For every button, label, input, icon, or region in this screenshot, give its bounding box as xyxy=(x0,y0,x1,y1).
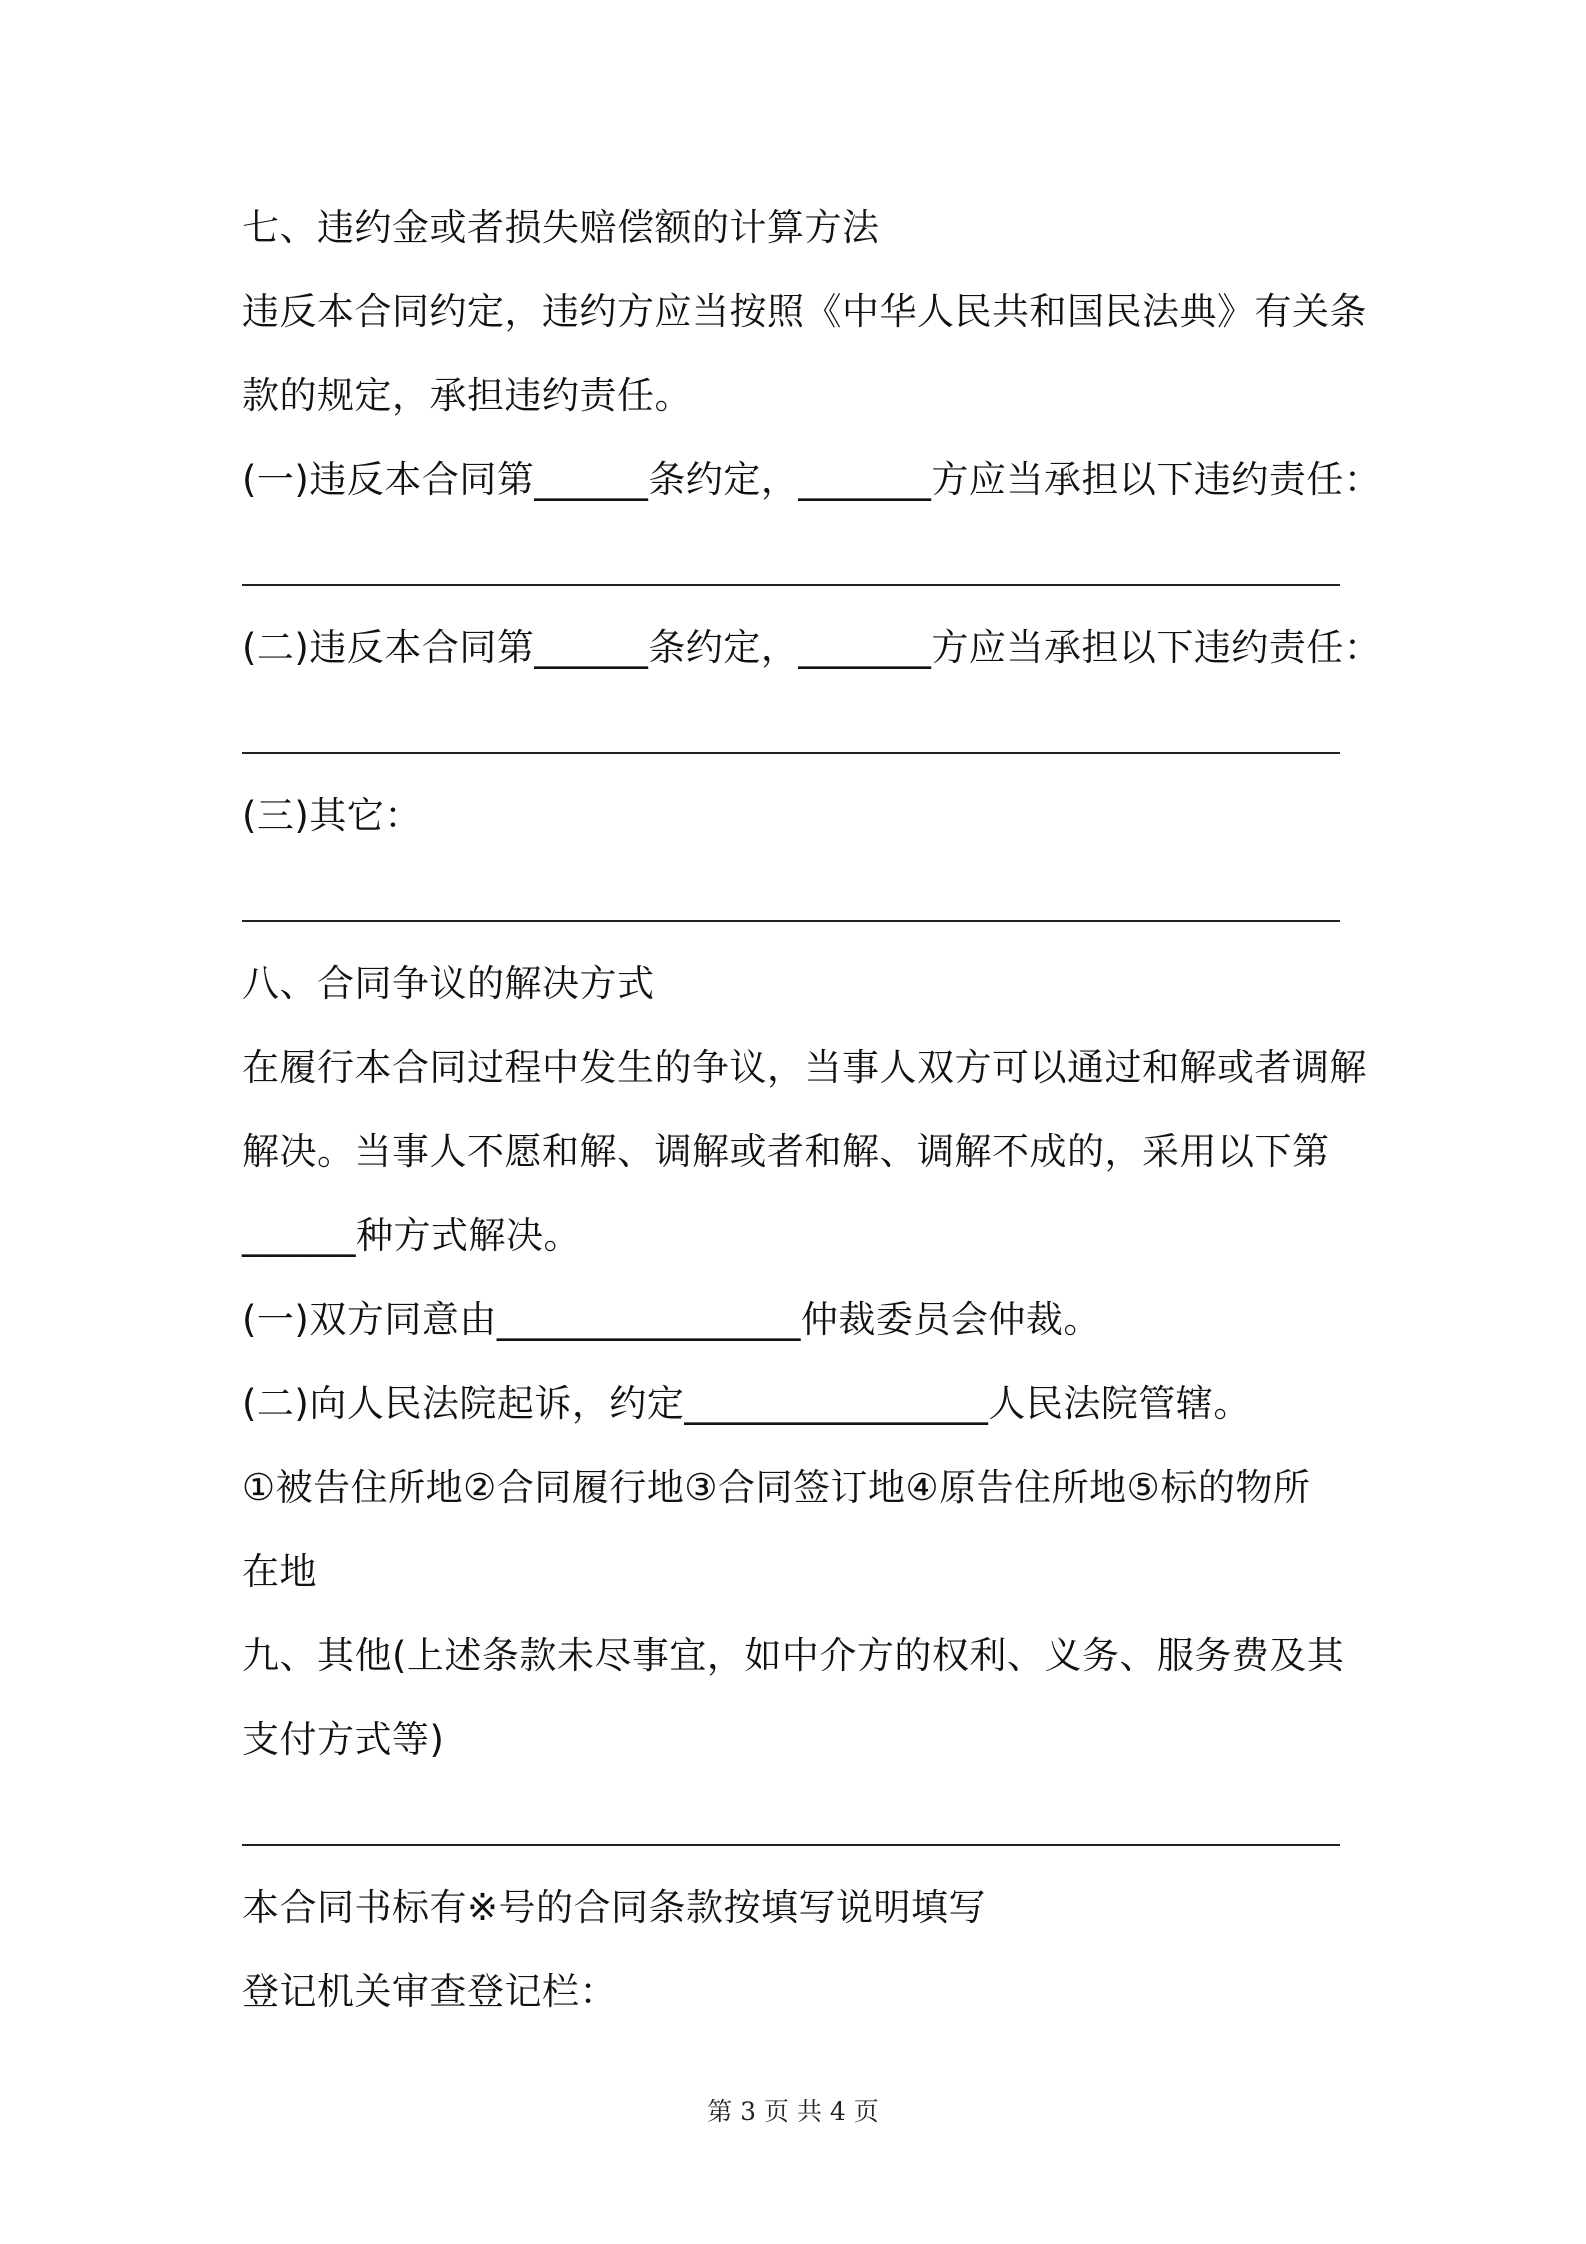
clause-7-3: (三)其它： xyxy=(242,794,422,837)
section-7-text-1: 违反本合同约定，违约方应当按照《中华人民共和国民法典》有关条 xyxy=(242,290,1367,333)
registration-review-label: 登记机关审查登记栏： xyxy=(242,1970,617,2013)
clause-8-2: (二)向人民法院起诉，约定________________人民法院管辖。 xyxy=(242,1382,1251,1425)
fill-in-line-2 xyxy=(242,752,1340,754)
fill-in-line-1 xyxy=(242,584,1340,586)
section-8-text-3: ______种方式解决。 xyxy=(242,1214,581,1257)
fill-in-line-3 xyxy=(242,920,1340,922)
clause-7-2: (二)违反本合同第______条约定，_______方应当承担以下违约责任： xyxy=(242,626,1382,669)
section-7-text-2: 款的规定，承担违约责任。 xyxy=(242,374,692,417)
fill-note: 本合同书标有※号的合同条款按填写说明填写 xyxy=(242,1886,987,1929)
clause-8-1: (一)双方同意由________________仲裁委员会仲裁。 xyxy=(242,1298,1101,1341)
section-9-heading-2: 支付方式等) xyxy=(242,1718,445,1761)
section-8-text-1: 在履行本合同过程中发生的争议，当事人双方可以通过和解或者调解 xyxy=(242,1046,1367,1089)
jurisdiction-options-1: ①被告住所地②合同履行地③合同签订地④原告住所地⑤标的物所 xyxy=(242,1466,1311,1509)
section-8-heading: 八、合同争议的解决方式 xyxy=(242,962,655,1005)
page-number: 第 3 页 共 4 页 xyxy=(707,2097,879,2126)
section-9-heading-1: 九、其他(上述条款未尽事宜，如中介方的权利、义务、服务费及其 xyxy=(242,1634,1345,1677)
jurisdiction-options-2: 在地 xyxy=(242,1550,317,1593)
section-8-text-2: 解决。当事人不愿和解、调解或者和解、调解不成的，采用以下第 xyxy=(242,1130,1330,1173)
section-7-heading: 七、违约金或者损失赔偿额的计算方法 xyxy=(242,206,880,249)
clause-7-1: (一)违反本合同第______条约定，_______方应当承担以下违约责任： xyxy=(242,458,1382,501)
fill-in-line-4 xyxy=(242,1844,1340,1846)
